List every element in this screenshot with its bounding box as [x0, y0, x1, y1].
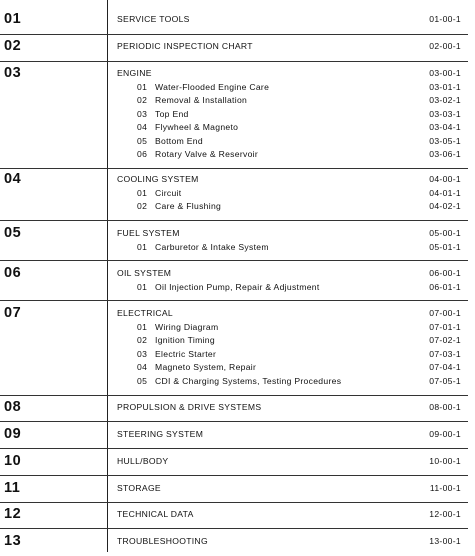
section-number: 01 [4, 11, 22, 27]
subsection-page-code: 05-01-1 [429, 242, 461, 252]
section-title[interactable]: FUEL SYSTEM [117, 228, 180, 238]
section-page-code: 06-00-1 [429, 268, 461, 278]
toc-subsection-07-01[interactable] [0, 322, 475, 334]
subsection-page-code: 04-01-1 [429, 188, 461, 198]
section-separator [0, 220, 468, 221]
section-number: 11 [4, 480, 21, 496]
toc-subsection-03-03[interactable] [0, 109, 475, 121]
toc-subsection-03-04[interactable] [0, 122, 475, 134]
section-title[interactable]: STORAGE [117, 483, 161, 493]
subsection-title[interactable]: Electric Starter [155, 348, 217, 359]
toc-subsection-04-01[interactable] [0, 188, 475, 200]
subsection-number: 02 [137, 201, 148, 212]
subsection-number: 05 [137, 375, 148, 386]
section-number: 05 [4, 225, 22, 241]
section-page-code: 03-00-1 [429, 68, 461, 78]
section-page-code: 01-00-1 [429, 14, 461, 24]
section-title[interactable]: STEERING SYSTEM [117, 429, 204, 439]
toc-subsection-07-02[interactable] [0, 335, 475, 347]
subsection-page-code: 07-05-1 [429, 375, 461, 386]
section-title[interactable]: HULL/BODY [117, 456, 169, 466]
subsection-number: 03 [137, 108, 148, 119]
subsection-title[interactable]: Water-Flooded Engine Care [155, 82, 270, 92]
section-separator [0, 421, 468, 422]
section-page-code: 04-00-1 [429, 174, 461, 184]
section-number: 04 [4, 171, 22, 187]
toc-subsection-07-05[interactable] [0, 376, 475, 388]
subsection-title[interactable]: Care & Flushing [155, 201, 222, 212]
subsection-page-code: 07-03-1 [429, 348, 461, 359]
toc-subsection-03-01[interactable] [0, 82, 475, 94]
subsection-number: 03 [137, 348, 148, 359]
section-page-code: 02-00-1 [429, 41, 461, 51]
section-title[interactable]: PERIODIC INSPECTION CHART [117, 41, 253, 51]
section-title[interactable]: PROPULSION & DRIVE SYSTEMS [117, 402, 262, 412]
section-separator [0, 528, 468, 529]
section-separator [0, 448, 468, 449]
section-number: 10 [4, 453, 22, 469]
section-page-code: 07-00-1 [429, 308, 461, 318]
subsection-title[interactable]: Wiring Diagram [155, 322, 219, 332]
subsection-title[interactable]: Ignition Timing [155, 335, 215, 346]
subsection-page-code: 07-04-1 [429, 362, 461, 373]
subsection-number: 01 [137, 322, 148, 332]
toc-subsection-05-01[interactable] [0, 242, 475, 254]
section-number: 02 [4, 38, 22, 54]
section-separator [0, 502, 468, 503]
subsection-title[interactable]: CDI & Charging Systems, Testing Procedures [155, 375, 342, 386]
section-page-code: 12-00-1 [429, 509, 461, 519]
subsection-page-code: 03-02-1 [429, 95, 461, 106]
subsection-number: 01 [137, 82, 148, 92]
section-number: 12 [4, 506, 22, 522]
section-page-code: 05-00-1 [429, 228, 461, 238]
section-page-code: 08-00-1 [429, 402, 461, 412]
toc-subsection-07-04[interactable] [0, 362, 475, 374]
subsection-title[interactable]: Rotary Valve & Reservoir [155, 149, 259, 159]
section-number: 03 [4, 65, 22, 81]
section-page-code: 13-00-1 [429, 536, 461, 546]
toc-subsection-06-01[interactable] [0, 282, 475, 294]
subsection-page-code: 04-02-1 [429, 201, 461, 212]
section-separator [0, 260, 468, 261]
subsection-title[interactable]: Removal & Installation [155, 95, 248, 106]
subsection-page-code: 03-04-1 [429, 122, 461, 133]
toc-subsection-07-03[interactable] [0, 349, 475, 361]
section-page-code: 11-00-1 [429, 483, 461, 493]
subsection-number: 01 [137, 242, 148, 252]
subsection-number: 02 [137, 335, 148, 346]
toc-subsection-03-05[interactable] [0, 136, 475, 148]
toc-subsection-04-02[interactable] [0, 201, 475, 213]
section-title[interactable]: ENGINE [117, 68, 152, 78]
section-title[interactable]: ELECTRICAL [117, 308, 174, 318]
section-title[interactable]: TROUBLESHOOTING [117, 536, 208, 546]
toc-subsection-03-02[interactable] [0, 95, 475, 107]
subsection-title[interactable]: Oil Injection Pump, Repair & Adjustment [155, 282, 320, 292]
section-page-code: 10-00-1 [429, 456, 461, 466]
section-separator [0, 168, 468, 169]
subsection-page-code: 03-05-1 [429, 135, 461, 146]
subsection-page-code: 03-03-1 [429, 108, 461, 119]
subsection-title[interactable]: Flywheel & Magneto [155, 122, 239, 133]
subsection-title[interactable]: Carburetor & Intake System [155, 242, 269, 252]
subsection-title[interactable]: Circuit [155, 188, 182, 198]
toc-subsection-03-06[interactable] [0, 149, 475, 161]
section-separator [0, 300, 468, 301]
section-separator [0, 34, 468, 35]
subsection-number: 04 [137, 362, 148, 373]
subsection-number: 06 [137, 149, 148, 159]
section-number: 09 [4, 426, 22, 442]
subsection-page-code: 03-01-1 [429, 82, 461, 92]
subsection-title[interactable]: Top End [155, 108, 189, 119]
section-number: 07 [4, 305, 22, 321]
section-title[interactable]: SERVICE TOOLS [117, 14, 190, 24]
subsection-number: 01 [137, 282, 148, 292]
subsection-page-code: 07-01-1 [429, 322, 461, 332]
section-number: 13 [4, 533, 22, 549]
section-separator [0, 61, 468, 62]
section-number: 06 [4, 265, 22, 281]
section-number: 08 [4, 399, 22, 415]
section-separator [0, 395, 468, 396]
section-title[interactable]: COOLING SYSTEM [117, 174, 199, 184]
subsection-number: 02 [137, 95, 148, 106]
subsection-number: 04 [137, 122, 148, 133]
subsection-page-code: 03-06-1 [429, 149, 461, 159]
subsection-number: 01 [137, 188, 148, 198]
section-page-code: 09-00-1 [429, 429, 461, 439]
subsection-title[interactable]: Magneto System, Repair [155, 362, 257, 373]
subsection-title[interactable]: Bottom End [155, 135, 203, 146]
section-title[interactable]: OIL SYSTEM [117, 268, 172, 278]
subsection-page-code: 07-02-1 [429, 335, 461, 346]
section-title[interactable]: TECHNICAL DATA [117, 509, 194, 519]
section-separator [0, 475, 468, 476]
subsection-number: 05 [137, 135, 148, 146]
subsection-page-code: 06-01-1 [429, 282, 461, 292]
